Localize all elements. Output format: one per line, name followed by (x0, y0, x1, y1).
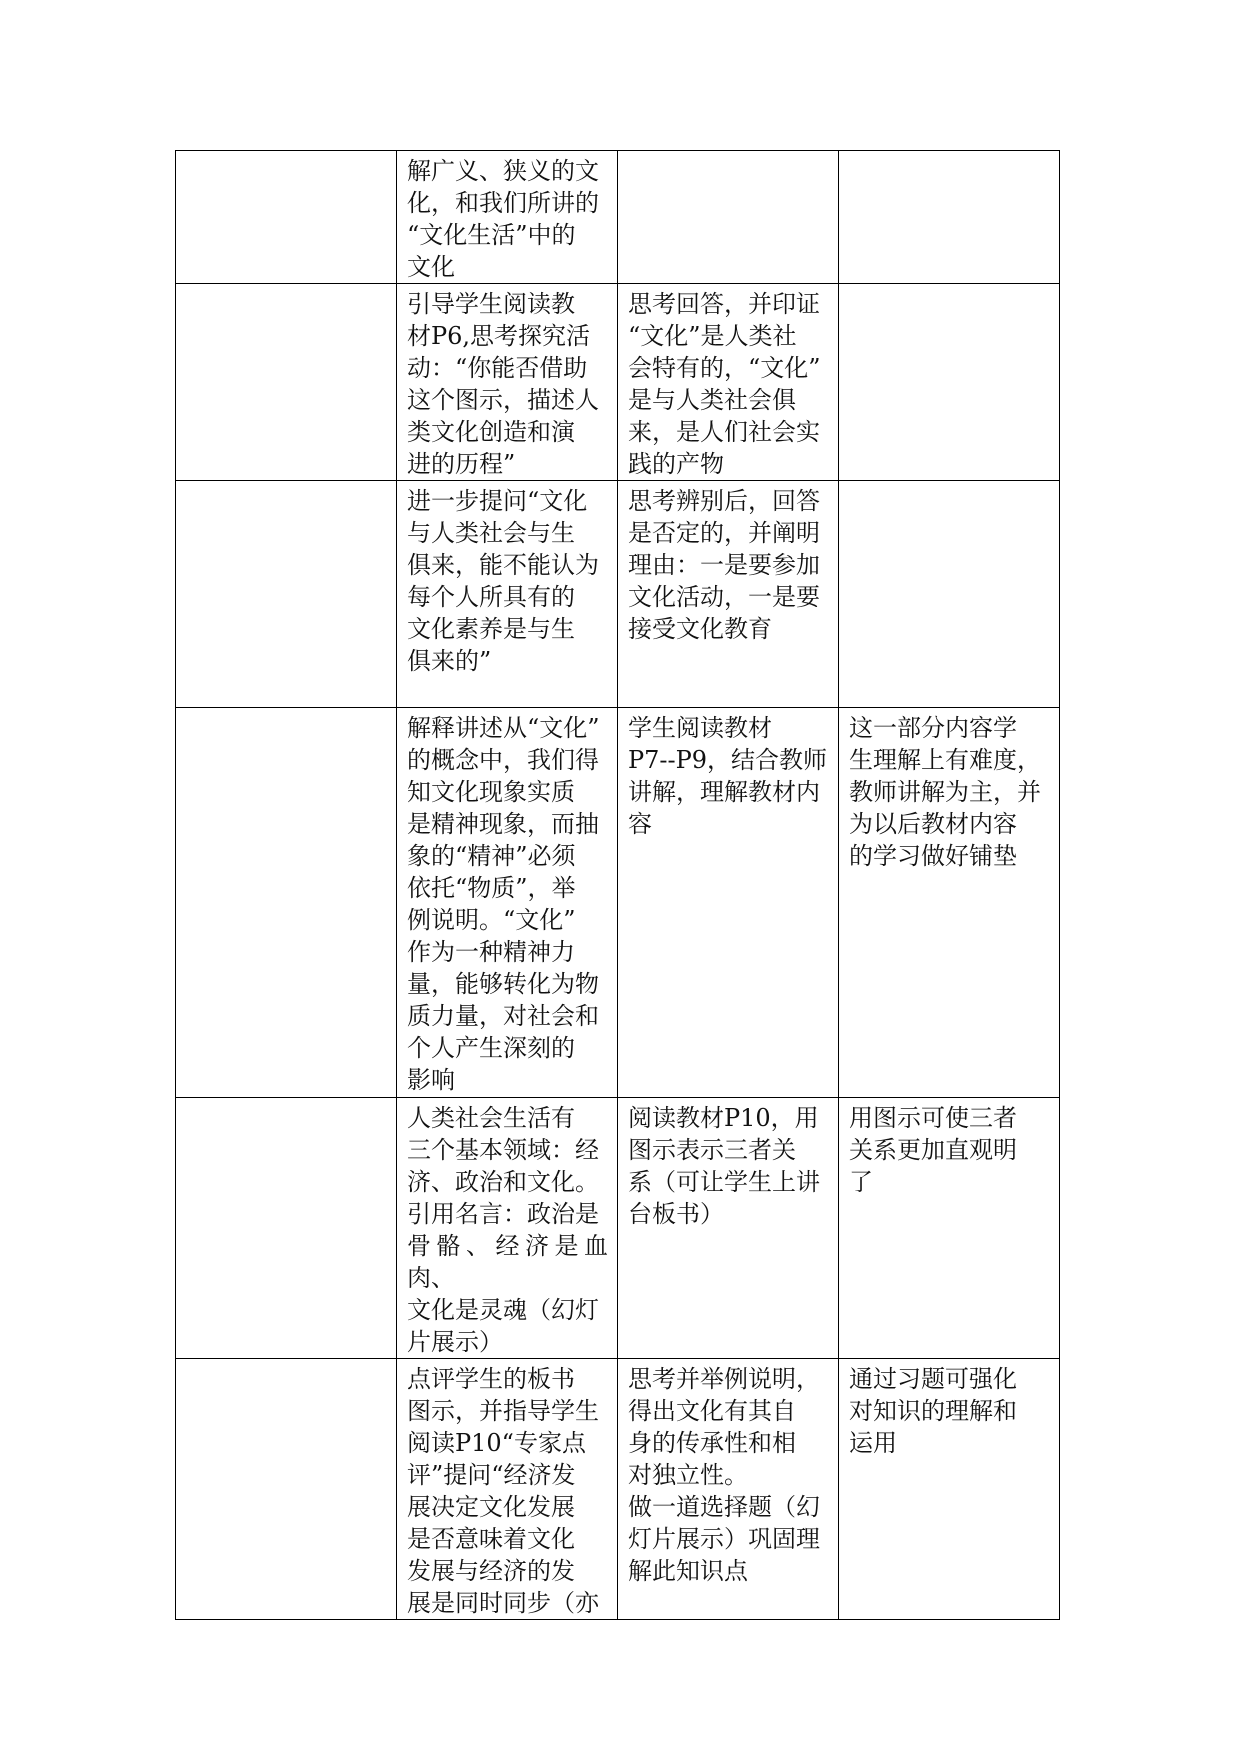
cell-text-line: 通过习题可强化 (849, 1365, 1017, 1393)
table-cell-design-intent (839, 284, 1060, 481)
cell-text-line: 教师讲解为主，并 (849, 778, 1041, 806)
table-cell-teacher-activity (397, 284, 618, 481)
cell-text-line: 来，是人们社会实 (628, 418, 820, 446)
cell-text-line: 是否定的，并阐明 (628, 519, 820, 547)
lesson-plan-table (175, 150, 1060, 1620)
cell-text-line: 骨骼、经济是血肉、 (407, 1232, 608, 1292)
cell-text-line: 材P6,思考探究活 (407, 322, 591, 350)
table-cell-design-intent (839, 708, 1060, 1098)
cell-text-line: 进的历程” (407, 450, 516, 478)
cell-text-line: 解广义、狭义的文 (407, 157, 599, 185)
cell-text-line: 阅读教材P10，用 (628, 1104, 819, 1132)
cell-text-line: 象的“精神”必须 (407, 842, 576, 870)
cell-text-line: 是与人类社会俱 (628, 386, 796, 414)
table-cell-design-intent (839, 481, 1060, 708)
cell-text-line: 动：“你能否借助 (407, 354, 588, 382)
cell-text-line: 做一道选择题（幻 (628, 1493, 820, 1521)
cell-text-line: 思考回答，并印证 (628, 290, 820, 318)
table-cell-student-activity (618, 1359, 839, 1620)
table-cell-student-activity (618, 151, 839, 284)
cell-text-line: 为以后教材内容 (849, 810, 1017, 838)
cell-text-line: 点评学生的板书 (407, 1365, 575, 1393)
cell-text-line: 例说明。“文化” (407, 906, 576, 934)
cell-text-line: 影响 (407, 1066, 455, 1094)
cell-text-line: 灯片展示）巩固理 (628, 1525, 820, 1553)
cell-text-line: 进一步提问“文化 (407, 487, 588, 515)
table-cell-section (176, 708, 397, 1098)
cell-text-line: 每个人所具有的 (407, 583, 575, 611)
cell-text-line: 理由：一是要参加 (628, 551, 820, 579)
cell-text-line: 文化是灵魂（幻灯 (407, 1296, 599, 1324)
table-cell-section (176, 284, 397, 481)
cell-text-line: 俱来，能不能认为 (407, 551, 599, 579)
table-row (176, 481, 1060, 708)
cell-text-line: 文化素养是与生 (407, 615, 575, 643)
cell-text-line: 对知识的理解和 (849, 1397, 1017, 1425)
table-row (176, 151, 1060, 284)
table-cell-teacher-activity (397, 708, 618, 1098)
cell-text-line: 知文化现象实质 (407, 778, 575, 806)
cell-text-line: 接受文化教育 (628, 615, 772, 643)
cell-text-line: 运用 (849, 1429, 897, 1457)
cell-text-line: “文化生活”中的 (407, 221, 576, 249)
cell-text-line: “文化”是人类社 (628, 322, 797, 350)
cell-text-line: 解释讲述从“文化” (407, 714, 600, 742)
cell-text-line: 是精神现象，而抽 (407, 810, 599, 838)
cell-text-line: 依托“物质”，举 (407, 874, 576, 902)
cell-text-line: 文化 (407, 253, 455, 281)
table-cell-section (176, 151, 397, 284)
cell-text-line: 个人产生深刻的 (407, 1034, 575, 1062)
cell-text-line: 与人类社会与生 (407, 519, 575, 547)
table-cell-teacher-activity (397, 481, 618, 708)
cell-text-line: 文化活动，一是要 (628, 583, 820, 611)
cell-text-line: 引用名言：政治是 (407, 1200, 599, 1228)
cell-text-line: 思考并举例说明， (628, 1365, 820, 1393)
cell-text-line: 的学习做好铺垫 (849, 842, 1017, 870)
cell-text-line: 用图示可使三者 (849, 1104, 1017, 1132)
table-cell-design-intent (839, 151, 1060, 284)
cell-text-line: 这个图示，描述人 (407, 386, 599, 414)
cell-text-line: 生理解上有难度， (849, 746, 1041, 774)
table-cell-student-activity (618, 708, 839, 1098)
cell-text-line: 对独立性。 (628, 1461, 748, 1489)
cell-text-line: 量，能够转化为物 (407, 970, 599, 998)
cell-text-line: 济、政治和文化。 (407, 1168, 599, 1196)
table-cell-teacher-activity (397, 151, 618, 284)
cell-text-line: 身的传承性和相 (628, 1429, 796, 1457)
table-row (176, 1359, 1060, 1620)
cell-text-line: 化，和我们所讲的 (407, 189, 599, 217)
table-cell-teacher-activity (397, 1098, 618, 1359)
cell-text-line: 俱来的” (407, 647, 492, 675)
cell-text-line: 的概念中，我们得 (407, 746, 599, 774)
cell-text-line: 图示，并指导学生 (407, 1397, 599, 1425)
cell-text-line: 是否意味着文化 (407, 1525, 575, 1553)
table-cell-student-activity (618, 284, 839, 481)
cell-text-line: 引导学生阅读教 (407, 290, 575, 318)
table-cell-student-activity (618, 481, 839, 708)
cell-text-line: 系（可让学生上讲 (628, 1168, 820, 1196)
table-cell-design-intent (839, 1359, 1060, 1620)
cell-text-line: 思考辨别后，回答 (628, 487, 820, 515)
table-row (176, 708, 1060, 1098)
table-cell-section (176, 481, 397, 708)
table-cell-student-activity (618, 1098, 839, 1359)
cell-text-line: 容 (628, 810, 652, 838)
cell-text-line: 发展与经济的发 (407, 1557, 575, 1585)
cell-text-line: 会特有的，“文化” (628, 354, 821, 382)
table-row (176, 1098, 1060, 1359)
cell-text-line: 评”提问“经济发 (407, 1461, 576, 1489)
cell-text-line: 图示表示三者关 (628, 1136, 796, 1164)
cell-text-line: P7--P9，结合教师 (628, 746, 828, 774)
cell-text-line: 这一部分内容学 (849, 714, 1017, 742)
cell-text-line: 学生阅读教材 (628, 714, 772, 742)
cell-text-line: 类文化创造和演 (407, 418, 575, 446)
cell-text-line: 展决定文化发展 (407, 1493, 575, 1521)
cell-text-line: 得出文化有其自 (628, 1397, 796, 1425)
table-cell-section (176, 1359, 397, 1620)
cell-text-line: 展是同时同步（亦 (407, 1589, 599, 1617)
cell-text-line: 阅读P10“专家点 (407, 1429, 586, 1457)
table-row (176, 284, 1060, 481)
cell-text-line: 片展示） (407, 1328, 503, 1356)
cell-text-line: 三个基本领域：经 (407, 1136, 599, 1164)
cell-text-line: 人类社会生活有 (407, 1104, 575, 1132)
cell-text-line: 关系更加直观明 (849, 1136, 1017, 1164)
cell-text-line: 质力量，对社会和 (407, 1002, 599, 1030)
cell-text-line: 作为一种精神力 (407, 938, 575, 966)
cell-text-line: 践的产物 (628, 450, 724, 478)
cell-text-line: 台板书） (628, 1200, 724, 1228)
cell-text-line: 了 (849, 1168, 873, 1196)
table-cell-teacher-activity (397, 1359, 618, 1620)
cell-text-line: 解此知识点 (628, 1557, 748, 1585)
cell-text-line: 讲解，理解教材内 (628, 778, 820, 806)
table-cell-design-intent (839, 1098, 1060, 1359)
table-cell-section (176, 1098, 397, 1359)
